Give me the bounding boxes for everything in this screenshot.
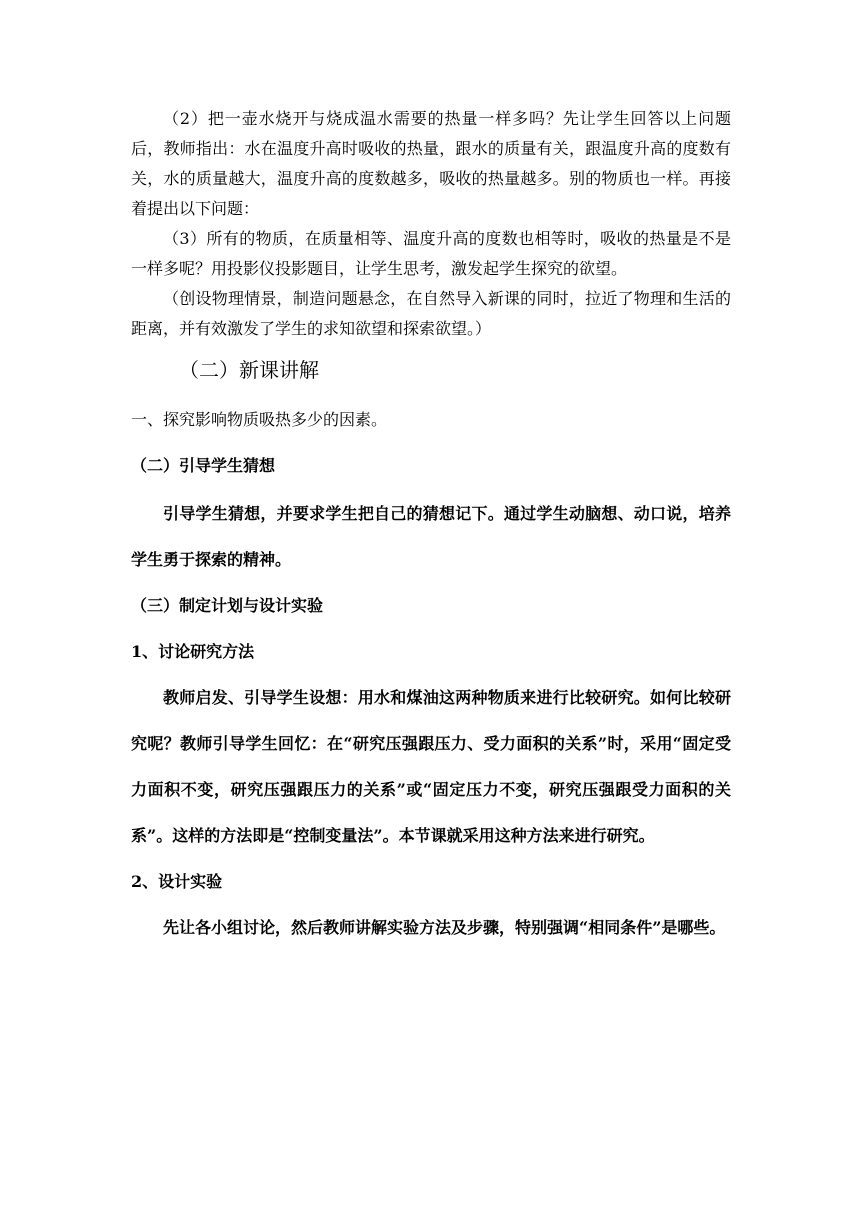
paragraph-design: 先让各小组讨论，然后教师讲解实验方法及步骤，特别强调“相同条件”是哪些。 bbox=[163, 918, 726, 937]
paragraph-guess: 引导学生猜想，并要求学生把自己的猜想记下。通过学生动脑想、动口说，培养学生勇于探索的精神。 bbox=[131, 504, 731, 569]
document-body bbox=[131, 104, 731, 951]
paragraph-design-note: （创设物理情景，制造问题悬念，在自然导入新课的同时，拉近了物理和生活的距离，并有效激发了学生的求知欲望和探索欲望。） bbox=[131, 289, 731, 338]
subheading-discuss-method: 1、讨论研究方法 bbox=[131, 642, 255, 661]
section-heading-new-lesson: （二）新课讲解 bbox=[179, 358, 319, 382]
subheading-design-experiment: 2、设计实验 bbox=[131, 872, 223, 891]
paragraph-question-3: （3）所有的物质，在质量相等、温度升高的度数也相等时，吸收的热量是不是一样多呢？用投影仪投影题目，让学生思考，激发起学生探究的欲望。 bbox=[131, 229, 731, 278]
item-explore-factors: 一、探究影响物质吸热多少的因素。 bbox=[131, 410, 388, 429]
paragraph-question-2: （2）把一壶水烧开与烧成温水需要的热量一样多吗？先让学生回答以上问题后，教师指出：水在温度升高时吸收的热量，跟水的质量有关，跟温度升高的度数有关，水的质量越大，温度升高的度数越多，吸收的热量越多。别的物质也一样。再接着提出以下问题： bbox=[131, 109, 731, 218]
paragraph-method: 教师启发、引导学生设想：用水和煤油这两种物质来进行比较研究。如何比较研究呢？教师引导学生回忆：在“研究压强跟压力、受力面积的关系”时，采用“固定受力面积不变，研究压强跟压力的关系”或“固定压力不变，研究压强跟受力面积的关系”。这样的方法即是“控制变量法”。本节课就采用这种方法来进行研究。 bbox=[131, 688, 731, 845]
subheading-plan-experiment: （三）制定计划与设计实验 bbox=[131, 596, 324, 615]
subheading-guess: （二）引导学生猜想 bbox=[131, 456, 276, 475]
